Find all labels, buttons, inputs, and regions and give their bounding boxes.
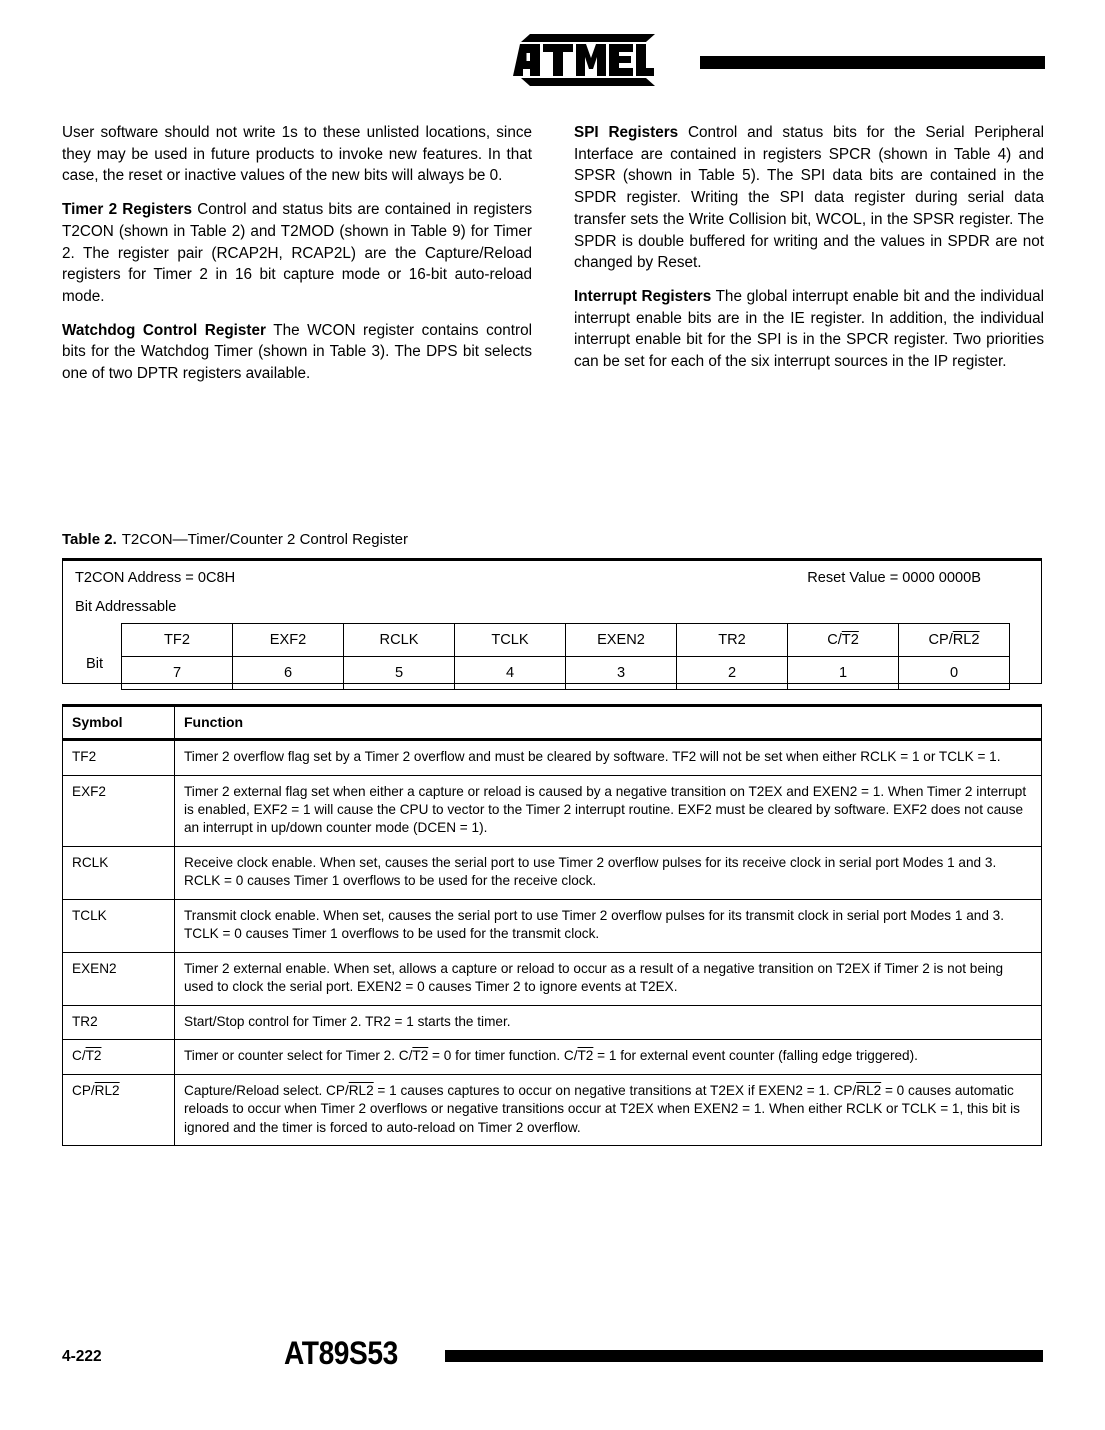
bit-name-row	[122, 624, 1010, 657]
row-function: Timer 2 overflow flag set by a Timer 2 overflow and must be cleared by software. TF2 will not be set when either RCLK = 1 or TCLK = 1.	[175, 740, 1042, 775]
row-function: Capture/Reload select. CP/RL2 = 1 causes captures to occur on negative transitions at T2EX if EXEN2 = 1. CP/RL2 = 0 causes automatic reloads to occur when Timer 2 overflows or negative transitions occur at T2EX when EXEN2 = 1. When either RCLK or TCLK = 1, this bit is ignored and the timer is forced to auto-reload on Timer 2 overflow.	[175, 1074, 1042, 1145]
table2-caption-label: Table 2.	[62, 531, 117, 548]
bit-function-table	[62, 704, 1042, 1146]
row-function: Timer 2 external flag set when either a capture or reload is caused by a negative transition on T2EX and EXEN2 = 1. When Timer 2 interrupt is enabled, EXF2 = 1 will cause the CPU to vector to the Timer 2 interrupt routine. EXF2 must be cleared by software. EXF2 does not cause an interrupt in up/down counter mode (DCEN = 1).	[175, 775, 1042, 846]
paragraph	[62, 320, 532, 385]
footer-rule	[445, 1350, 1043, 1362]
table-row	[63, 846, 1042, 899]
row-function: Start/Stop control for Timer 2. TR2 = 1 starts the timer.	[175, 1005, 1042, 1039]
bit-name-cell: EXEN2	[566, 624, 677, 657]
t2con-register-box	[62, 558, 1042, 684]
part-number: AT89S53	[284, 1335, 398, 1371]
bit-number-cell: 6	[233, 657, 344, 690]
row-symbol: RCLK	[63, 846, 175, 899]
table2-caption-text: T2CON—Timer/Counter 2 Control Register	[121, 531, 408, 548]
bit-name-cell: C/T2	[788, 624, 899, 657]
bit-name-cell: TCLK	[455, 624, 566, 657]
table2-caption	[62, 531, 408, 548]
table-row	[63, 740, 1042, 775]
table-row	[63, 952, 1042, 1005]
bit-number-cell: 4	[455, 657, 566, 690]
register-reset-value: Reset Value = 0000 0000B	[807, 570, 981, 586]
row-symbol: TCLK	[63, 899, 175, 952]
bit-number-cell: 5	[344, 657, 455, 690]
bit-number-cell: 7	[122, 657, 233, 690]
run-in-heading: Watchdog Control Register	[62, 321, 266, 339]
table-row	[63, 899, 1042, 952]
run-in-heading: SPI Registers	[574, 124, 679, 141]
paragraph	[62, 122, 532, 187]
row-symbol: TF2	[63, 740, 175, 775]
bit-addressable-note: Bit Addressable	[75, 599, 177, 615]
table-row	[63, 1074, 1042, 1145]
row-function: Timer 2 external enable. When set, allows a capture or reload to occur as a result of a negative transition on T2EX if Timer 2 is not being used to clock the serial port. EXEN2 = 0 causes Timer 2 to ignore events at T2EX.	[175, 952, 1042, 1005]
bit-name-cell: CP/RL2	[899, 624, 1010, 657]
bit-number-cell: 1	[788, 657, 899, 690]
row-symbol: CP/RL2	[63, 1074, 175, 1145]
paragraph-text: Control and status bits are contained in registers T2CON (shown in Table 2) and T2MOD (shown in Table 9) for Timer 2. The register pair (RCAP2H, RCAP2L) are the Capture/Reload registers for Timer 2 in 16 bit capture mode or 16-bit auto-reload mode.	[62, 201, 532, 306]
paragraph-text: Control and status bits for the Serial Peripheral Interface are contained in registers SPCR (shown in Table 4) and SPSR (shown in Table 5). The SPI data bits are contained in the SPDR register. Writing the SPI data register during serial data transfer sets the Write Collision bit, WCOL, in the SPSR register. The SPDR is double buffered for writing and the values in SPDR are not changed by Reset.	[574, 124, 1045, 272]
table-row	[63, 1040, 1042, 1074]
bit-number-cell: 2	[677, 657, 788, 690]
register-address: T2CON Address = 0C8H	[75, 570, 236, 586]
paragraph	[574, 122, 1044, 274]
row-symbol: C/T2	[63, 1040, 175, 1074]
row-symbol: TR2	[63, 1005, 175, 1039]
row-function: Timer or counter select for Timer 2. C/T2 = 0 for timer function. C/T2 = 1 for external event counter (falling edge triggered).	[175, 1040, 1042, 1074]
page-footer	[62, 1334, 1043, 1371]
bit-name-cell: EXF2	[233, 624, 344, 657]
header-rule	[700, 56, 1045, 69]
bit-row-label: Bit	[86, 656, 104, 672]
paragraph	[62, 199, 532, 308]
page-header	[60, 34, 1045, 86]
row-symbol: EXF2	[63, 775, 175, 846]
run-in-heading: Timer 2 Registers	[62, 201, 192, 219]
bit-number-row	[122, 657, 1010, 690]
bit-name-cell: TR2	[677, 624, 788, 657]
left-column	[62, 122, 532, 385]
paragraph	[574, 286, 1044, 373]
paragraph-text: User software should not write 1s to these unlisted locations, since they may be used in future products to invoke new features. In that case, the reset or inactive values of the new bits will always be 0.	[62, 124, 532, 185]
table-row	[63, 1005, 1042, 1039]
header-symbol: Symbol	[63, 706, 175, 740]
table-row	[63, 775, 1042, 846]
page-number: 4-222	[62, 1348, 102, 1365]
run-in-heading: Interrupt Registers	[574, 288, 712, 306]
paragraph-text: The global interrupt enable bit and the individual interrupt enable bits are in the IE register. In addition, the individual interrupt enable bit for the SPI is in the SPCR register. Two priorities can be set for each of the six interrupt sources in the IP register.	[574, 288, 1044, 371]
table-header-row	[63, 706, 1042, 740]
bit-name-cell: TF2	[122, 624, 233, 657]
bit-number-cell: 3	[566, 657, 677, 690]
bit-field-grid	[121, 623, 1010, 690]
row-symbol: EXEN2	[63, 952, 175, 1005]
atmel-logo	[510, 34, 655, 86]
row-function: Transmit clock enable. When set, causes the serial port to use Timer 2 overflow pulses for its transmit clock in serial port Modes 1 and 3. TCLK = 0 causes Timer 1 overflows to be used for the transmit clock.	[175, 899, 1042, 952]
register-info-line	[63, 570, 1041, 590]
bit-number-cell: 0	[899, 657, 1010, 690]
body-columns	[62, 122, 1044, 385]
right-column	[574, 122, 1044, 385]
header-function: Function	[175, 706, 1042, 740]
bit-name-cell: RCLK	[344, 624, 455, 657]
row-function: Receive clock enable. When set, causes the serial port to use Timer 2 overflow pulses for its receive clock in serial port Modes 1 and 3. RCLK = 0 causes Timer 1 overflows to be used for the receive clock.	[175, 846, 1042, 899]
paragraph-text: The WCON register contains control bits for the Watchdog Timer (shown in Table 3). The DPS bit selects one of two DPTR registers available.	[62, 321, 532, 383]
